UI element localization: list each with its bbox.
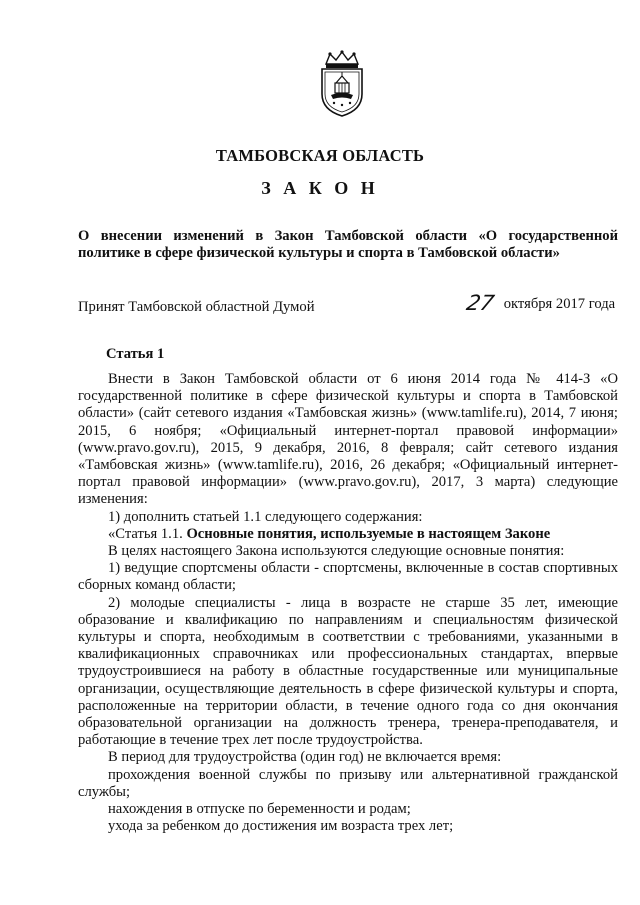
tambov-coat-of-arms-emblem xyxy=(318,50,366,118)
adoption-statement: Принят Тамбовской областной Думой xyxy=(78,299,315,315)
exclusion-item-military: прохождения военной службы по призыву или альтернативной гражданской службы; xyxy=(78,766,618,800)
article-heading: Статья 1 xyxy=(106,346,165,362)
amendment-item-1: 1) дополнить статьей 1.1 следующего содержания: xyxy=(108,508,423,525)
purpose-paragraph: В целях настоящего Закона используются следующие основные понятия: xyxy=(108,543,565,560)
definition-1: 1) ведущие спортсмены области - спортсмены, включенные в состав спортивных сборных команд области; xyxy=(78,560,618,594)
adoption-month-year: октября 2017 года xyxy=(503,296,616,312)
law-title: О внесении изменений в Закон Тамбовской области «О государственной политике в сфере физической культуры и спорта в Тамбовской области» xyxy=(78,228,618,261)
document-type: З А К О Н xyxy=(261,178,379,198)
article-intro-paragraph: Внести в Закон Тамбовской области от 6 июня 2014 года № 414-З «О государственной политике в сфере физической культуры и спорта в Тамбовской области» (сайт сетевого издания «Тамбовская жизнь» (www.tamlife.ru), 2014, 7 июня; 2015, 6 ноября; «Официальный интернет-портал правовой информации» (www.pravo.gov.ru), 2015, 9 декабря, 2016, 8 февраля; сайт сетевого издания «Тамбовская жизнь» (www.tamlife.ru), 2016, 26 декабря; «Официальный интернет-портал правовой информации» (www.pravo.gov.ru), 2017, 3 марта) следующие изменения: xyxy=(78,371,618,508)
exclusion-period-paragraph: В период для трудоустройства (один год) не включается время: xyxy=(108,749,502,766)
region-name: ТАМБОВСКАЯ ОБЛАСТЬ xyxy=(215,146,425,165)
adoption-date xyxy=(464,289,616,315)
exclusion-item-childcare: ухода за ребенком до достижения им возраста трех лет; xyxy=(108,818,454,835)
new-article-title: Основные понятия, используемые в настоящем Законе xyxy=(186,525,551,542)
definition-2: 2) молодые специалисты - лица в возрасте не старше 35 лет, имеющие образование и квалификацию по направлениям и специальностям физической культуры и спорта, необходимым в соответствии с требованиями, указанными в квалификационных справочниках или профессиональных стандартах, впервые трудоустроившиеся на работу в областные государственные или муниципальные организации, осуществляющие деятельность в сфере физической культуры и спорта, расположенные на территории области, в течение одного года со дня окончания образовательной организации на должность тренера, тренера-преподавателя, и работающие в течение трех лет после трудоустройства. xyxy=(78,594,618,749)
article-body xyxy=(78,371,618,835)
new-article-heading xyxy=(78,526,618,543)
handwritten-day: 27 xyxy=(464,291,497,315)
new-article-number: «Статья 1.1. xyxy=(108,525,187,542)
exclusion-item-maternity: нахождения в отпуске по беременности и родам; xyxy=(108,801,411,818)
